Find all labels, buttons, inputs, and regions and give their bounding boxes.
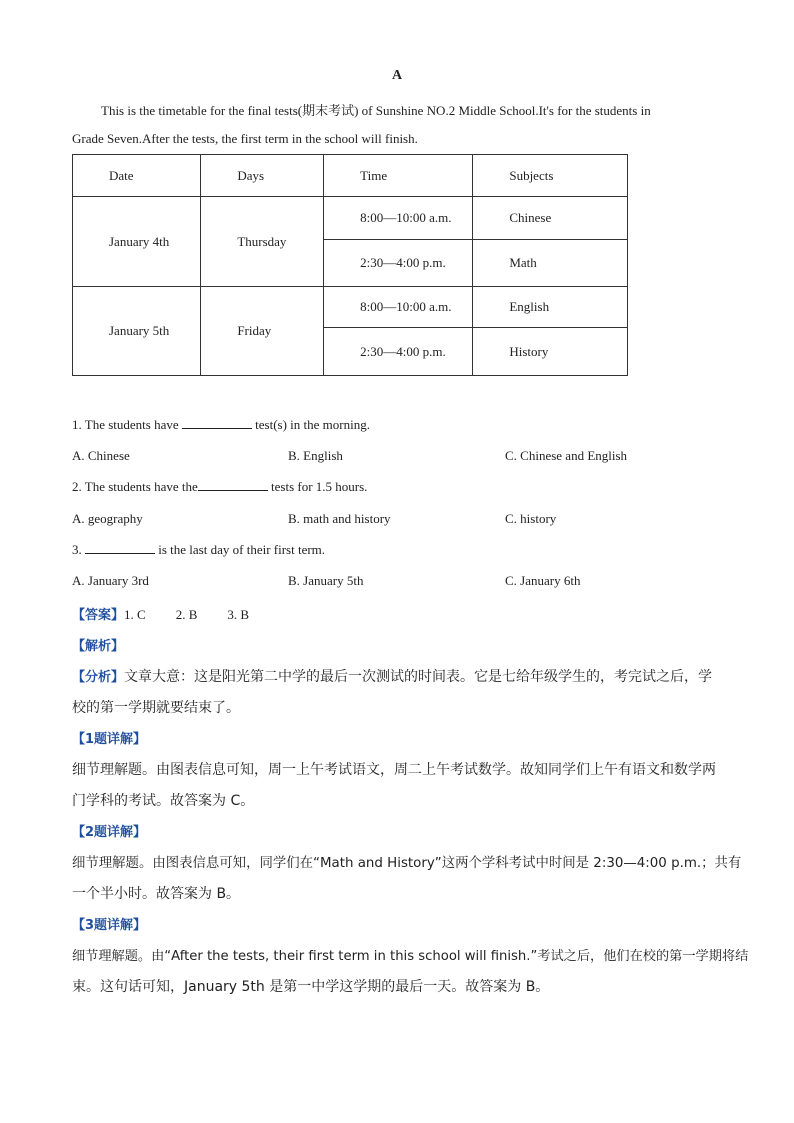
summary-label: 【分析】 [72,670,125,685]
question-3: 3. is the last day of their first term. [72,542,326,557]
option-b: B. English [288,448,343,463]
date-cell: January 4th [73,197,201,287]
day-cell: Friday [201,287,324,376]
option-c: C. Chinese and English [505,448,628,463]
detail-1-line-1: 细节理解题。由图表信息可知，周一上午考试语文，周二上午考试数学。故知同学们上午有语文和数学两 [72,762,716,778]
option-c: C. history [505,511,557,526]
time-cell: 2:30—4:00 p.m. [324,240,473,287]
subject-cell: History [473,328,628,376]
header-subjects: Subjects [473,155,628,197]
subject-cell: Chinese [473,197,628,240]
date-cell: January 5th [73,287,201,376]
detail-2-label: 【2题详解】 [72,825,147,840]
subject-cell: Math [473,240,628,287]
option-a: A. Chinese [72,448,130,463]
detail-1-label: 【1题详解】 [72,732,147,747]
question-1: 1. The students have test(s) in the morning. [72,417,370,432]
detail-1-line-2: 门学科的考试。故答案为 C。 [72,793,255,809]
answer-item: 2. B [175,607,198,622]
header-date: Date [73,155,201,197]
subject-cell: English [473,287,628,328]
detail-3-label: 【3题详解】 [72,918,147,933]
option-b: B. January 5th [288,573,364,588]
time-cell: 8:00—10:00 a.m. [324,287,473,328]
timetable [72,154,628,376]
answer-item: 1. C [124,607,146,622]
time-cell: 8:00—10:00 a.m. [324,197,473,240]
header-days: Days [201,155,324,197]
header-time: Time [324,155,473,197]
answer-item: 3. B [227,607,250,622]
day-cell: Thursday [201,197,324,287]
answer-blank [198,479,268,491]
answer-blank [85,542,155,554]
answer-blank [182,417,252,429]
option-c: C. January 6th [505,573,581,588]
table-row [73,287,628,328]
summary-line-2: 校的第一学期就要结束了。 [72,700,240,716]
detail-2-line-2: 一个半小时。故答案为 B。 [72,886,241,902]
intro-line-2: Grade Seven.After the tests, the first term in the school will finish. [72,131,418,146]
question-2: 2. The students have the tests for 1.5 hours. [72,479,368,494]
summary-line-1: 【分析】文章大意：这是阳光第二中学的最后一次测试的时间表。它是七给年级学生的，考完试之后，学 [72,669,713,685]
intro-line-1: This is the timetable for the final tests(期末考试) of Sunshine NO.2 Middle School.It's for the students in [101,103,651,118]
detail-3-line-1: 细节理解题。由“After the tests, their first term in this school will finish.”考试之后，他们在校的第一学期将结 [72,949,749,964]
answer-label: 【答案】 [72,608,125,623]
time-cell: 2:30—4:00 p.m. [324,328,473,376]
table-row [73,197,628,240]
timetable-header-row [73,155,628,197]
option-a: A. January 3rd [72,573,149,588]
passage-title: A [391,68,403,83]
option-b: B. math and history [288,511,391,526]
answer-line [72,604,249,623]
analysis-label: 【解析】 [72,639,125,654]
detail-3-line-2: 束。这句话可知，January 5th 是第一中学这学期的最后一天。故答案为 B。 [72,979,550,995]
option-a: A. geography [72,511,143,526]
detail-2-line-1: 细节理解题。由图表信息可知，同学们在“Math and History”这两个学科考试中时间是 2:30—4:00 p.m.；共有 [72,856,742,871]
